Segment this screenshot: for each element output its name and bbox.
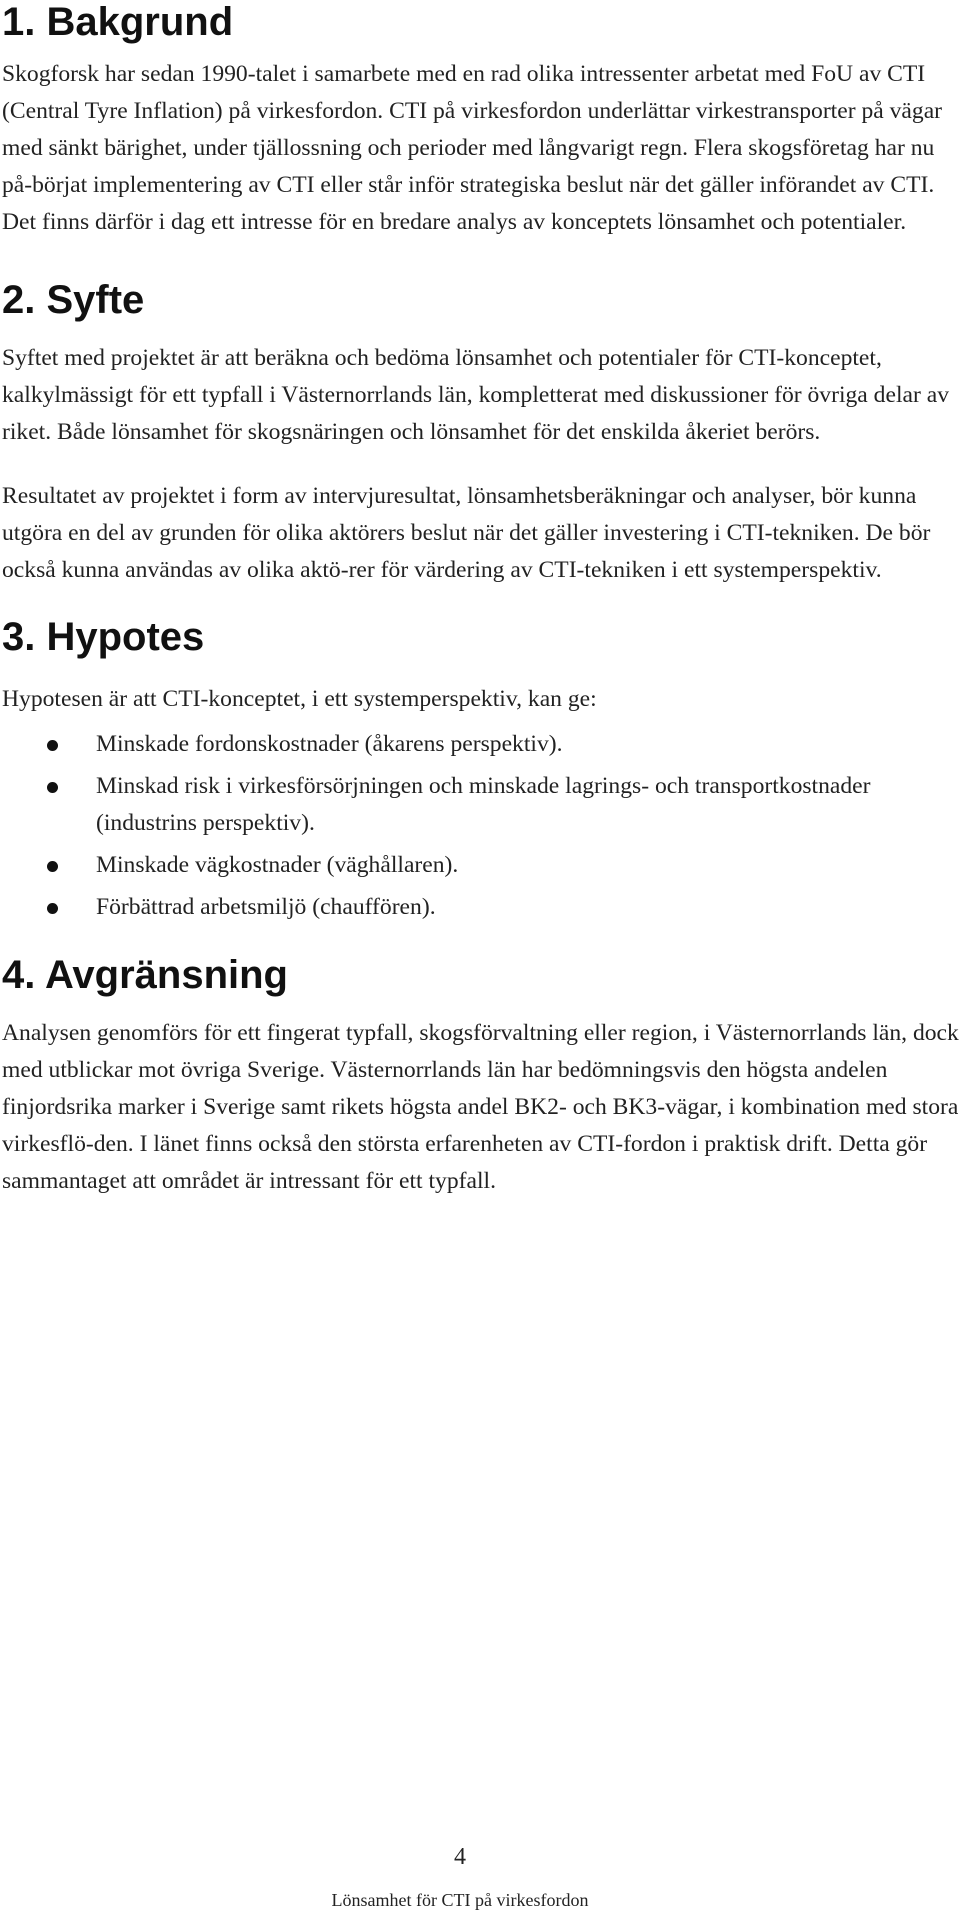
list-item xyxy=(2,726,960,763)
bullet-icon xyxy=(47,782,58,793)
paragraph-bakgrund: Skogforsk har sedan 1990-talet i samarbete med en rad olika intressenter arbetat med FoU av CTI (Central Tyre Inflation) på virkesfordon. CTI på virkesfordon underlättar virkestransporter på vägar med sänkt bärighet, under tjällossning och perioder med långvarigt regn. Flera skogsföretag har nu på-börjat implementering av CTI eller står inför strategiska beslut när det gäller införandet av CTI. Det finns därför i dag ett intresse för en bredare analys av konceptets lönsamhet och potentialer. xyxy=(2,61,943,235)
heading-hypotes: 3. Hypotes xyxy=(2,615,205,659)
section-bakgrund xyxy=(2,0,960,241)
list-item-text: Förbättrad arbetsmiljö (chauffören). xyxy=(96,894,436,920)
page-content xyxy=(2,0,960,1200)
paragraph-hypotes: Hypotesen är att CTI-konceptet, i ett systemperspektiv, kan ge: xyxy=(2,686,597,712)
hypotes-bullet-list xyxy=(2,726,960,926)
heading-avgransning: 4. Avgränsning xyxy=(2,953,288,997)
heading-syfte: 2. Syfte xyxy=(2,278,145,322)
list-item-text: Minskade vägkostnader (väghållaren). xyxy=(96,852,459,878)
paragraph-avgransning: Analysen genomförs för ett fingerat typfall, skogsförvaltning eller region, i Västernorrlands län, dock med utblickar mot övriga Sverige. Västernorrlands län har bedömningsvis den högsta andelen finjordsrika marker i Sverige samt rikets högsta andel BK2- och BK3-vägar, i kombination med stora virkesflö-den. I länet finns också den största erfarenheten av CTI-fordon i praktisk drift. Detta gör sammantaget att området är intressant för ett typfall. xyxy=(2,1020,959,1194)
list-item xyxy=(2,847,960,884)
section-syfte xyxy=(2,278,960,589)
list-item xyxy=(2,889,960,926)
paragraph-syfte-1: Syftet med projektet är att beräkna och bedöma lönsamhet och potentialer för CTI-konceptet, kalkylmässigt för ett typfall i Västernorrlands län, kompletterat med diskussioner för övriga delar av riket. Både lönsamhet för skogsnäringen och lönsamhet för det enskilda åkeriet berörs. xyxy=(2,345,949,445)
list-item-text: Minskade fordonskostnader (åkarens perspektiv). xyxy=(96,731,563,757)
section-hypotes xyxy=(2,615,960,926)
bullet-icon xyxy=(47,903,58,914)
footer-title: Lönsamhet för CTI på virkesfordon xyxy=(331,1890,589,1910)
bullet-icon xyxy=(47,861,58,872)
list-item-text: Minskad risk i virkesförsörjningen och minskade lagrings- och transportkostnader (industrins perspektiv). xyxy=(96,773,871,836)
list-item xyxy=(2,768,960,842)
section-avgransning xyxy=(2,953,960,1200)
paragraph-syfte-2: Resultatet av projektet i form av intervjuresultat, lönsamhetsberäkningar och analyser, bör kunna utgöra en del av grunden för olika aktörers beslut när det gäller investering i CTI-tekniken. De bör också kunna användas av olika aktö-rer för värdering av CTI-tekniken i ett systemperspektiv. xyxy=(2,483,931,583)
page-number: 4 xyxy=(454,1844,466,1870)
bullet-icon xyxy=(47,740,58,751)
heading-bakgrund: 1. Bakgrund xyxy=(2,0,234,44)
